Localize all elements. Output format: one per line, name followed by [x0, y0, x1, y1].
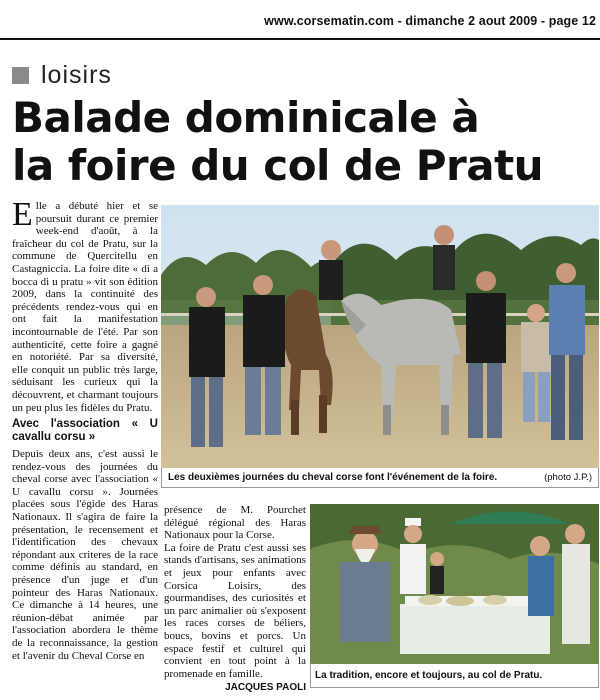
page-header	[0, 0, 600, 34]
article-paragraph-4: La foire de Pratu c'est aussi ses stands d'artisans, ses animations et jeux pour enfants avec Corsica Loisirs, des gourmandises, des curiosités et un parc animalier où s'exposent les races corses de béliers, boucs, bovins et porcs. Un espace festif et culturel qui convient en tout point à la promenade en famille.	[164, 541, 306, 680]
rubrique-label: loisirs	[41, 60, 112, 89]
dropcap: E	[12, 196, 33, 233]
article-subhead: Avec l'association « U cavallu corsu »	[12, 418, 158, 444]
headline-line-2: la foire du col de Pratu	[12, 141, 544, 190]
article-paragraph-2	[12, 448, 158, 662]
rubrique-square-icon	[12, 67, 29, 84]
photo-caption-2	[310, 664, 599, 688]
article-signature: JACQUES PAOLI	[225, 682, 306, 694]
section-rubrique	[12, 62, 112, 88]
article-column-middle	[164, 504, 306, 695]
photo-horses-group	[161, 205, 599, 468]
article-intro-text: lle a débuté hier et se poursuit durant ce premier week-end d'août, à la fraîcheur du col de Pratu, sur la commune de Quercitellu en Castagniccia. La foire dite « di a bocca di u pratu » vit son édition 2009, dans la continuité des précédents rendez-vous qui en ont fait la manifestation incontournable de l'été. Par son authenticité, cette foire a gagné en notoriété. Par sa diversité, elle conquit un public très large, séduisant les curieux qui la découvrent, et charmant toujours un peu plus les fidèles du Pratu.	[12, 200, 158, 414]
article-headline	[12, 94, 592, 190]
photo-market-illustration	[310, 504, 599, 664]
photo-caption-1-text: Les deuxièmes journées du cheval corse font l'événement de la foire.	[168, 472, 498, 483]
header-url-date: www.corsematin.com - dimanche 2 aout 2009 - page 12	[264, 14, 596, 28]
photo-credit: (photo J.P.)	[544, 472, 592, 483]
article-paragraph-2-text: Depuis deux ans, c'est aussi le rendez-vous des journées du cheval corse avec l'association « U cavallu corsu ». Journées placées sous l'égide des Haras Nationaux. Il s'agira de faire la présentation, le recensement et l'identification des chevaux répondant aux criteres de la race comme définis au standard, en présence d'un juge et d'un pointeur des Haras Nationaux. Ce dimanche à 14 heures, une réunion-débat animée par l'association abordera le thème de la reconnaissance, la gestion et l'avenir du Cheval Corse en	[12, 448, 158, 662]
article-column-left	[12, 196, 158, 664]
header-rule	[0, 38, 600, 40]
photo-horses-illustration	[161, 205, 599, 468]
headline-line-1: Balade dominicale à	[12, 93, 480, 142]
photo-market-stand	[310, 504, 599, 664]
photo-caption-1	[161, 468, 599, 488]
article-paragraph-3: présence de M. Pourchet délégué régional des Haras Nationaux pour la Corse.	[164, 504, 306, 542]
photo-caption-2-text: La tradition, encore et toujours, au col de Pratu.	[315, 670, 543, 681]
article-intro-paragraph	[12, 196, 158, 414]
